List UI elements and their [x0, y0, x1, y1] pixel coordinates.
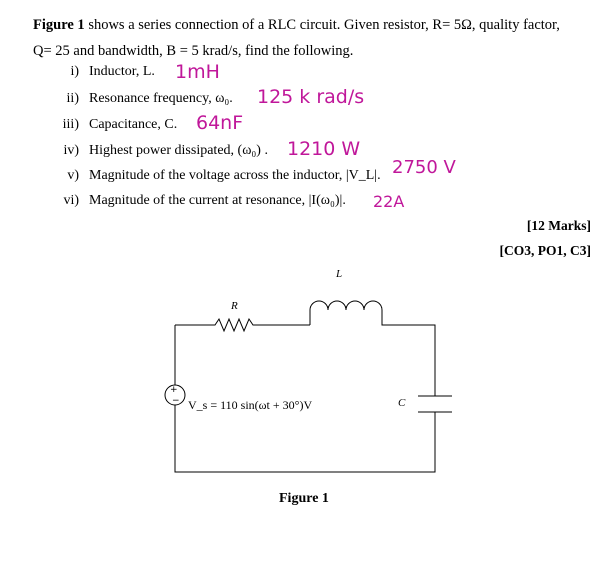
source-minus-sign: −: [172, 396, 180, 406]
answer-v: 2750 V: [392, 157, 456, 178]
question-iv: iv) Highest power dissipated, (ω₀) .: [63, 143, 268, 158]
question-i: i) Inductor, L.: [70, 64, 155, 79]
figure-reference: Figure 1: [33, 17, 85, 33]
answer-ii: 125 k rad/s: [257, 86, 365, 108]
answer-vi: 22A: [373, 192, 405, 211]
answer-iv: 1210 W: [287, 138, 361, 160]
question-v: v) Magnitude of the voltage across the inductor, |V_L|.: [67, 168, 381, 183]
outcomes-label: [CO3, PO1, C3]: [499, 243, 591, 258]
question-ii: ii) Resonance frequency, ω₀.: [66, 91, 233, 106]
source-label: V_s = 110 sin(ωt + 30°)V: [188, 398, 313, 412]
answer-iii: 64nF: [196, 112, 244, 134]
intro-line-2: Q= 25 and bandwidth, B = 5 krad/s, find the following.: [33, 43, 354, 59]
inductor: [310, 301, 435, 396]
resistor-label: R: [231, 300, 238, 312]
source-plus-sign: +: [170, 385, 178, 395]
question-iii: iii) Capacitance, C.: [62, 117, 178, 132]
answer-i: 1mH: [175, 61, 220, 83]
marks-label: [12 Marks]: [526, 218, 591, 233]
intro-line-1: Figure 1 shows a series connection of a RLC circuit. Given resistor, R= 5Ω, quality factor,: [33, 17, 560, 33]
capacitor-label: C: [398, 397, 406, 409]
inductor-label: L: [336, 268, 343, 280]
resistor: [175, 319, 310, 331]
question-vi: vi) Magnitude of the current at resonance, |I(ω₀)|.: [63, 193, 346, 208]
figure-caption: Figure 1: [279, 491, 329, 506]
